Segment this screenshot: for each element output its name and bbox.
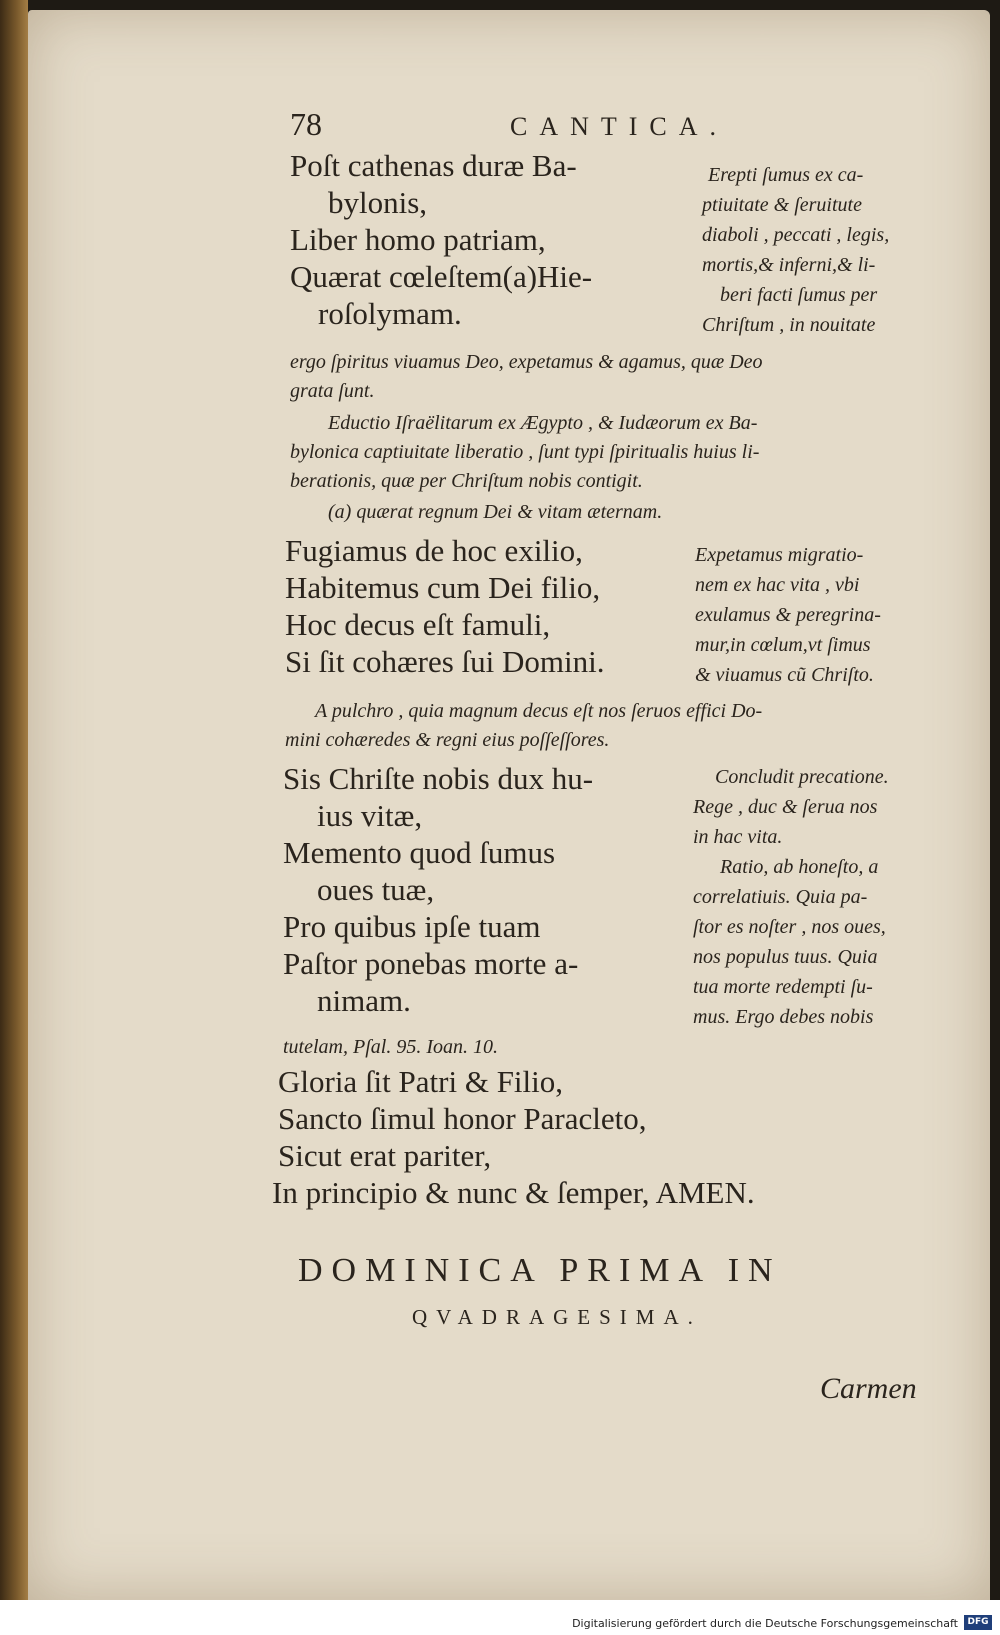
commentary-line: berationis, quæ per Chriſtum nobis contigit.	[290, 470, 643, 492]
marginal-gloss-line: mortis,& inferni,& li-	[702, 254, 876, 276]
marginal-gloss-line: Rege , duc & ſerua nos	[693, 796, 878, 818]
footer-credit: Digitalisierung gefördert durch die Deutsche Forschungsgemeinschaft	[572, 1617, 958, 1630]
marginal-gloss-line: mur,in cœlum,vt ſimus	[695, 634, 871, 656]
verse-line: Poſt cathenas duræ Ba-	[290, 148, 577, 183]
verse-line: Memento quod ſumus	[283, 835, 556, 870]
marginal-gloss-line: Expetamus migratio-	[695, 544, 864, 566]
commentary-line: mini cohæredes & regni eius poſſeſſores.	[285, 729, 610, 751]
page-number: 78	[290, 106, 322, 142]
marginal-gloss-line: mus. Ergo debes nobis	[693, 1006, 874, 1028]
marginal-gloss-line: exulamus & peregrina-	[695, 604, 881, 626]
verse-line: Habitemus cum Dei filio,	[285, 570, 601, 605]
marginal-gloss-line: diaboli , peccati , legis,	[702, 224, 890, 246]
marginal-gloss-line: & viuamus cũ Chriſto.	[695, 664, 874, 686]
verse-line: oues tuæ,	[317, 872, 435, 907]
book-spine	[0, 0, 28, 1600]
gloss-continuation: tutelam, Pſal. 95. Ioan. 10.	[283, 1036, 498, 1058]
verse-line: ius vitæ,	[317, 798, 423, 833]
commentary-line: A pulchro , quia magnum decus eſt nos ſeruos effici Do-	[315, 700, 763, 722]
gloss-continuation: grata ſunt.	[290, 380, 375, 402]
verse-line: bylonis,	[328, 185, 428, 220]
commentary-line: Eductio Iſraëlitarum ex Ægypto , & Iudæorum ex Ba-	[328, 412, 758, 434]
verse-line: Liber homo patriam,	[290, 222, 546, 257]
marginal-gloss-line: ptiuitate & ſeruitute	[702, 194, 862, 216]
marginal-gloss-line: correlatiuis. Quia pa-	[693, 886, 868, 908]
doxology-line: In principio & nunc & ſemper, AMEN.	[272, 1175, 755, 1210]
doxology-line: Sicut erat pariter,	[278, 1138, 492, 1173]
marginal-gloss-line: in hac vita.	[693, 826, 783, 848]
catchword: Carmen	[820, 1372, 917, 1405]
section-subtitle: QVADRAGESIMA.	[412, 1305, 702, 1329]
verse-line: Paſtor ponebas morte a-	[283, 946, 579, 981]
marginal-gloss-line: Chriſtum , in nouitate	[702, 314, 876, 336]
verse-line: roſolymam.	[318, 296, 462, 331]
verse-line: Fugiamus de hoc exilio,	[285, 533, 583, 568]
verse-line: Pro quibus ipſe tuam	[283, 909, 541, 944]
commentary-line: bylonica captiuitate liberatio , ſunt typi ſpiritualis huius li-	[290, 441, 760, 463]
marginal-gloss-line: Concludit precatione.	[715, 766, 889, 788]
verse-line: Si ſit cohæres ſui Domini.	[285, 644, 605, 679]
verse-line: nimam.	[317, 983, 411, 1018]
marginal-gloss-line: beri facti ſumus per	[720, 284, 878, 306]
marginal-gloss-line: Erepti ſumus ex ca-	[708, 164, 864, 186]
doxology-line: Sancto ſimul honor Paracleto,	[278, 1101, 647, 1136]
marginal-gloss-line: Ratio, ab honeſto, a	[720, 856, 879, 878]
marginal-gloss-line: ſtor es noſter , nos oues,	[693, 916, 886, 938]
running-head: CANTICA.	[510, 112, 729, 141]
marginal-gloss-line: nem ex hac vita , vbi	[695, 574, 860, 596]
dfg-logo: DFG	[964, 1615, 992, 1630]
verse-line: Hoc decus eſt famuli,	[285, 607, 551, 642]
section-title: DOMINICA PRIMA IN	[298, 1252, 782, 1289]
gloss-continuation: ergo ſpiritus viuamus Deo, expetamus & agamus, quæ Deo	[290, 351, 763, 373]
footnote-a: (a) quærat regnum Dei & vitam æternam.	[328, 501, 663, 523]
doxology-line: Gloria ſit Patri & Filio,	[278, 1064, 564, 1099]
marginal-gloss-line: nos populus tuus. Quia	[693, 946, 878, 968]
verse-line: Sis Chriſte nobis dux hu-	[283, 761, 594, 796]
marginal-gloss-line: tua morte redempti ſu-	[693, 976, 873, 998]
verse-line: Quærat cœleſtem(a)Hie-	[290, 259, 593, 294]
